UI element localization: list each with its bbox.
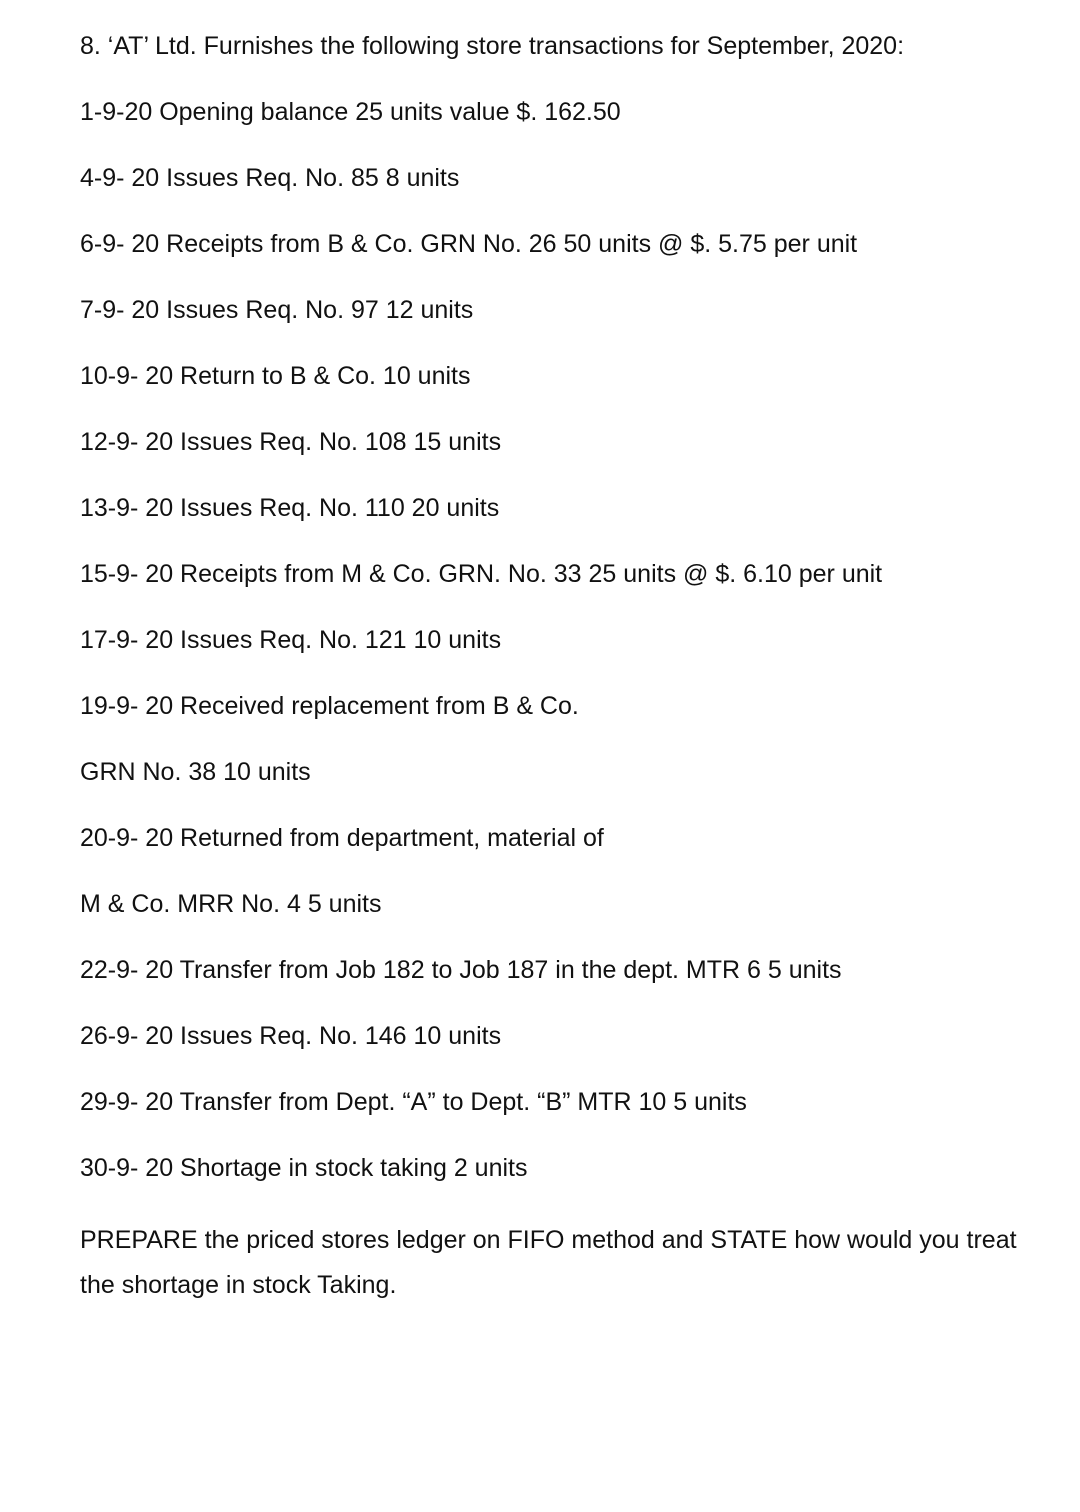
transaction-line: 15-9- 20 Receipts from M & Co. GRN. No. 33 25 units @ $. 6.10 per unit	[80, 560, 883, 588]
transaction-line: 26-9- 20 Issues Req. No. 146 10 units	[80, 1022, 502, 1050]
transaction-line: 13-9- 20 Issues Req. No. 110 20 units	[80, 494, 500, 522]
transaction-line: 6-9- 20 Receipts from B & Co. GRN No. 26 50 units @ $. 5.75 per unit	[80, 230, 858, 258]
transaction-line: 12-9- 20 Issues Req. No. 108 15 units	[80, 428, 502, 456]
transaction-line-cont: M & Co. MRR No. 4 5 units	[80, 890, 382, 918]
transaction-line: 29-9- 20 Transfer from Dept. “A” to Dept. “B” MTR 10 5 units	[80, 1088, 747, 1116]
transaction-line: 22-9- 20 Transfer from Job 182 to Job 187 in the dept. MTR 6 5 units	[80, 956, 842, 984]
instruction-paragraph: PREPARE the priced stores ledger on FIFO method and STATE how would you treat the shortage in stock Taking.	[80, 1226, 1017, 1299]
transaction-line: 10-9- 20 Return to B & Co. 10 units	[80, 362, 471, 390]
transaction-line: 7-9- 20 Issues Req. No. 97 12 units	[80, 296, 474, 324]
transaction-line-cont: GRN No. 38 10 units	[80, 758, 311, 786]
transaction-line: 4-9- 20 Issues Req. No. 85 8 units	[80, 164, 460, 192]
transaction-line: 19-9- 20 Received replacement from B & Co.	[80, 692, 579, 720]
transaction-line: 30-9- 20 Shortage in stock taking 2 units	[80, 1154, 528, 1182]
transaction-line: 20-9- 20 Returned from department, material of	[80, 824, 604, 852]
transaction-line: 1-9-20 Opening balance 25 units value $. 162.50	[80, 98, 621, 126]
transaction-line: 17-9- 20 Issues Req. No. 121 10 units	[80, 626, 502, 654]
question-heading: 8. ‘AT’ Ltd. Furnishes the following store transactions for September, 2020:	[80, 32, 905, 60]
